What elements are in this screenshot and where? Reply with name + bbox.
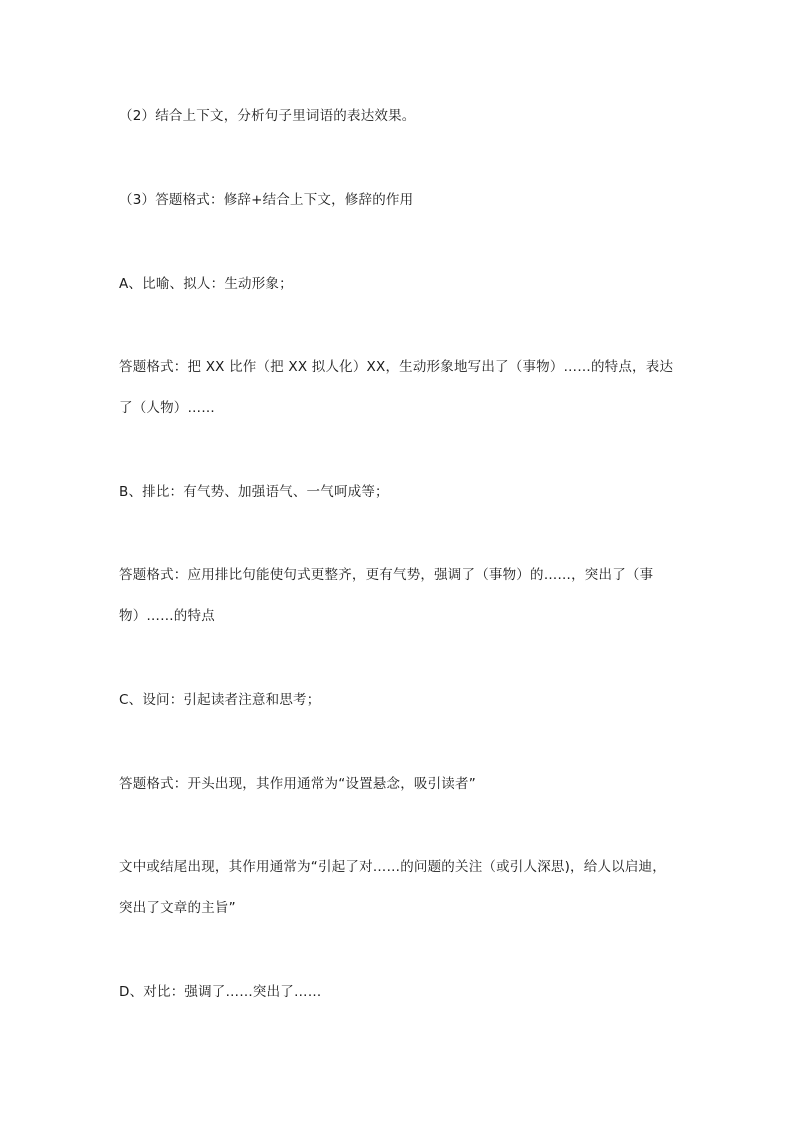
text-line: （3）答题格式：修辞+结合上下文，修辞的作用	[119, 192, 414, 208]
paragraph-rhetorical-question-format	[119, 774, 679, 795]
text-line: 物）……的特点	[119, 608, 215, 624]
text-line: 答题格式：把 XX 比作（把 XX 拟人化）XX，生动形象地写出了（事物）……的特点，表达	[119, 359, 674, 375]
text-line: （2）结合上下文，分析句子里词语的表达效果。	[119, 108, 416, 124]
paragraph-rhetorical-question-middle-end	[119, 857, 679, 919]
text-line: 答题格式：应用排比句能使句式更整齐，更有气势，强调了（事物）的……，突出了（事	[119, 567, 654, 583]
paragraph-contrast-heading	[119, 982, 679, 1003]
paragraph-metaphor-format	[119, 357, 679, 419]
text-line: C、设问：引起读者注意和思考；	[119, 692, 321, 708]
paragraph-parallelism-format	[119, 565, 679, 627]
text-line: A、比喻、拟人：生动形象；	[119, 276, 293, 292]
paragraph-rhetorical-question-heading	[119, 690, 679, 711]
text-line: 答题格式：开头出现，其作用通常为“设置悬念，吸引读者”	[119, 776, 476, 792]
text-line: 了（人物）……	[119, 400, 215, 416]
paragraph-metaphor-heading	[119, 274, 679, 295]
paragraph-question-3	[119, 190, 679, 211]
text-line: 突出了文章的主旨”	[119, 900, 236, 916]
text-line: B、排比：有气势、加强语气、一气呵成等；	[119, 484, 389, 500]
text-line: 文中或结尾出现，其作用通常为“引起了对……的问题的关注（或引人深思)，给人以启迪，	[119, 859, 666, 875]
paragraph-question-2	[119, 106, 679, 127]
paragraph-parallelism-heading	[119, 482, 679, 503]
text-line: D、对比：强调了……突出了……	[119, 984, 322, 1000]
